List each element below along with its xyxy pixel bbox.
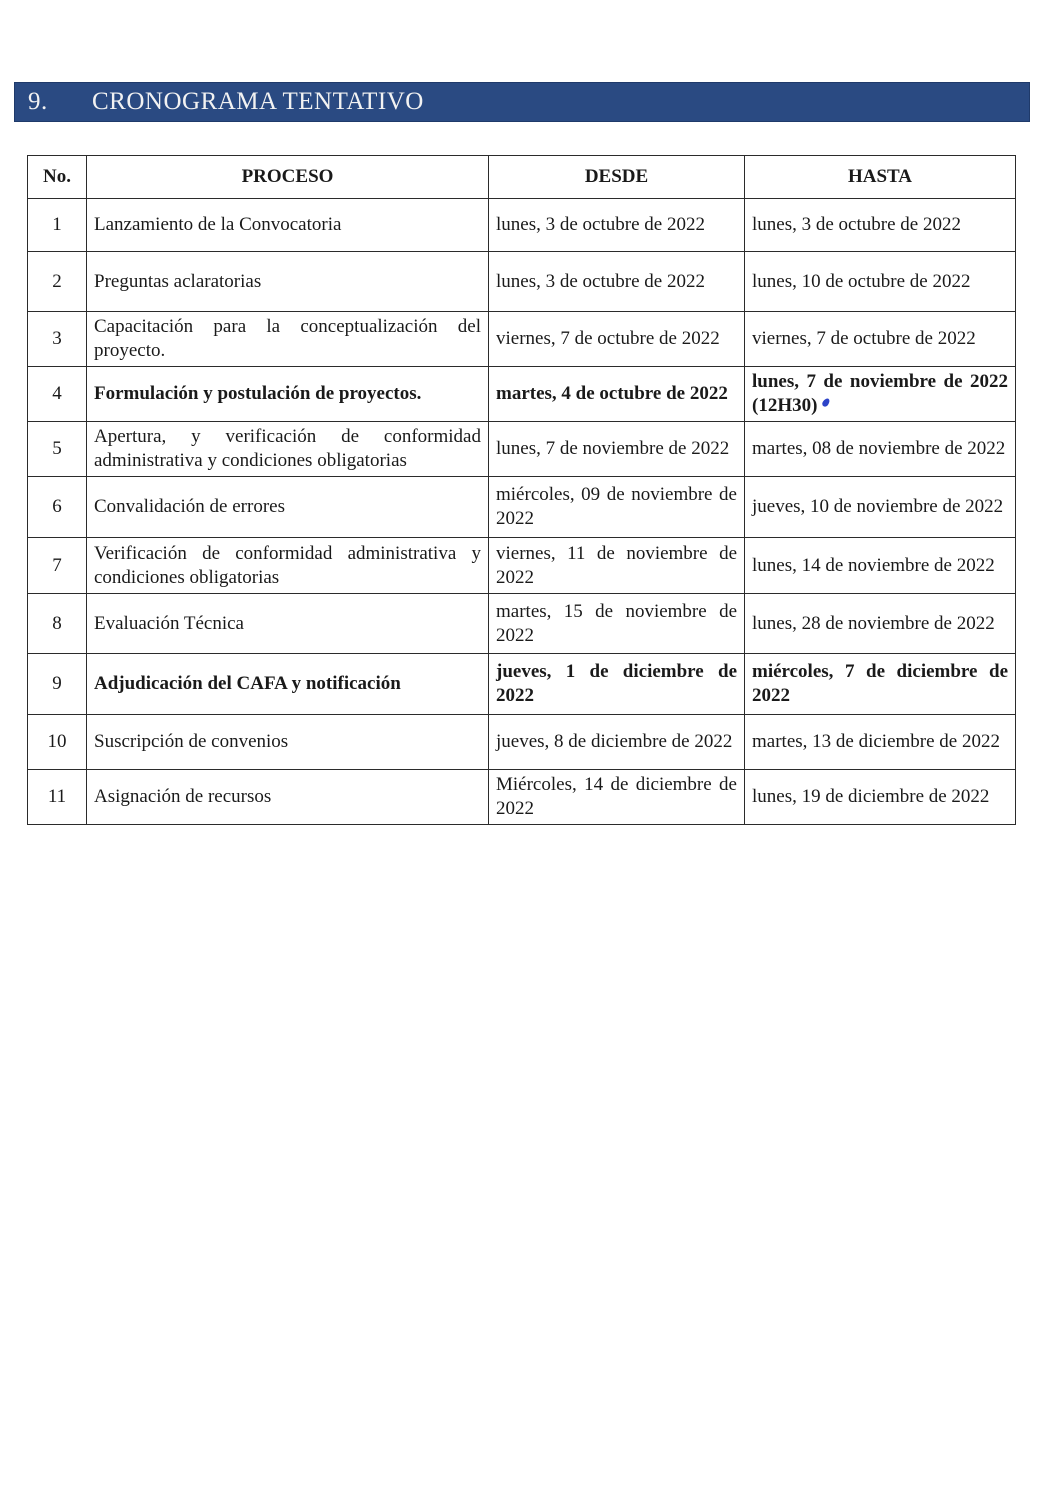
row-desde: jueves, 8 de diciembre de 2022 (489, 715, 745, 770)
row-hasta: viernes, 7 de octubre de 2022 (745, 312, 1016, 367)
table-row (28, 654, 1016, 715)
row-number: 7 (28, 538, 87, 594)
row-proceso: Formulación y postulación de proyectos. (87, 367, 489, 422)
row-hasta-text: lunes, 7 de noviembre de 2022 (12H30) (752, 371, 1008, 416)
row-number: 3 (28, 312, 87, 367)
ink-mark-icon (821, 397, 831, 408)
table-row (28, 252, 1016, 312)
row-hasta: martes, 13 de diciembre de 2022 (745, 715, 1016, 770)
row-proceso: Preguntas aclaratorias (87, 252, 489, 312)
table-row (28, 367, 1016, 422)
row-desde: martes, 15 de noviembre de 2022 (489, 594, 745, 654)
row-hasta: jueves, 10 de noviembre de 2022 (745, 477, 1016, 538)
row-proceso: Lanzamiento de la Convocatoria (87, 199, 489, 252)
row-desde: martes, 4 de octubre de 2022 (489, 367, 745, 422)
row-proceso: Suscripción de convenios (87, 715, 489, 770)
section-header (14, 82, 1030, 122)
table-row (28, 422, 1016, 477)
header-no: No. (28, 156, 87, 199)
section-number: 9. (28, 88, 48, 115)
row-number: 5 (28, 422, 87, 477)
table-row (28, 770, 1016, 825)
row-hasta: martes, 08 de noviembre de 2022 (745, 422, 1016, 477)
row-number: 6 (28, 477, 87, 538)
row-hasta: lunes, 28 de noviembre de 2022 (745, 594, 1016, 654)
row-proceso: Adjudicación del CAFA y notificación (87, 654, 489, 715)
row-proceso: Verificación de conformidad administrativa y condiciones obligatorias (87, 538, 489, 594)
row-proceso: Asignación de recursos (87, 770, 489, 825)
row-proceso: Capacitación para la conceptualización del proyecto. (87, 312, 489, 367)
table-header-row (28, 156, 1016, 199)
schedule-table (27, 155, 1016, 825)
row-hasta: lunes, 19 de diciembre de 2022 (745, 770, 1016, 825)
row-desde: miércoles, 09 de noviembre de 2022 (489, 477, 745, 538)
table-row (28, 199, 1016, 252)
row-number: 1 (28, 199, 87, 252)
row-proceso: Evaluación Técnica (87, 594, 489, 654)
row-desde: lunes, 3 de octubre de 2022 (489, 252, 745, 312)
row-hasta: lunes, 14 de noviembre de 2022 (745, 538, 1016, 594)
table-row (28, 594, 1016, 654)
row-desde: Miércoles, 14 de diciembre de 2022 (489, 770, 745, 825)
row-desde: viernes, 11 de noviembre de 2022 (489, 538, 745, 594)
row-desde: lunes, 7 de noviembre de 2022 (489, 422, 745, 477)
row-proceso: Convalidación de errores (87, 477, 489, 538)
header-proceso: PROCESO (87, 156, 489, 199)
row-desde: viernes, 7 de octubre de 2022 (489, 312, 745, 367)
row-number: 11 (28, 770, 87, 825)
row-number: 4 (28, 367, 87, 422)
row-hasta: miércoles, 7 de diciembre de 2022 (745, 654, 1016, 715)
row-proceso: Apertura, y verificación de conformidad administrativa y condiciones obligatorias (87, 422, 489, 477)
table-row (28, 538, 1016, 594)
header-hasta: HASTA (745, 156, 1016, 199)
table-row (28, 477, 1016, 538)
row-number: 2 (28, 252, 87, 312)
row-hasta: lunes, 3 de octubre de 2022 (745, 199, 1016, 252)
row-hasta: lunes, 10 de octubre de 2022 (745, 252, 1016, 312)
header-desde: DESDE (489, 156, 745, 199)
row-number: 9 (28, 654, 87, 715)
row-desde: lunes, 3 de octubre de 2022 (489, 199, 745, 252)
row-number: 10 (28, 715, 87, 770)
section-title: CRONOGRAMA TENTATIVO (92, 88, 424, 115)
row-hasta (745, 367, 1016, 422)
table-row (28, 715, 1016, 770)
table-row (28, 312, 1016, 367)
row-desde: jueves, 1 de diciembre de 2022 (489, 654, 745, 715)
row-number: 8 (28, 594, 87, 654)
